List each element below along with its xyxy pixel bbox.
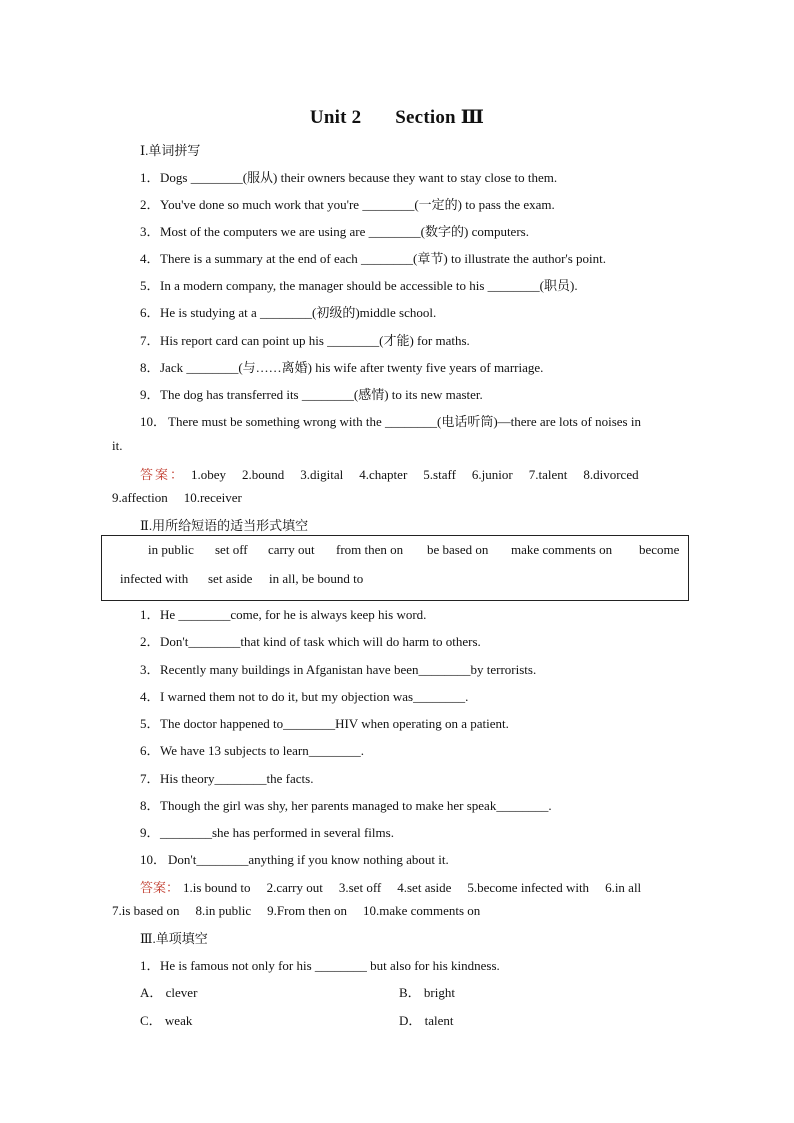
title-unit: Unit 2: [309, 107, 362, 128]
title-section: Section Ⅲ: [395, 107, 485, 128]
part2-heading: Ⅱ.用所给短语的适当形式填空: [140, 518, 309, 533]
part2-item: 6．We have 13 subjects to learn________.: [140, 743, 365, 758]
part2-item: 7．His theory________the facts.: [140, 771, 314, 786]
part1-item: 5．In a modern company, the manager should be accessible to his ________(职员).: [140, 278, 578, 293]
part1-item: 10． There must be something wrong with the ________(电话听筒)—there are lots of noises in: [140, 414, 641, 429]
answer-label: 答案：: [140, 467, 186, 482]
part2-item: 2．Don't________that kind of task which will do harm to others.: [140, 634, 481, 649]
phrase: carry out: [268, 542, 315, 557]
option-c: C． weak: [140, 1013, 193, 1028]
part2-item: 8．Though the girl was shy, her parents managed to make her speak________.: [140, 798, 552, 813]
part2-answers-continued: 7.is based on 8.in public 9.From then on 10.make comments on: [112, 903, 481, 918]
part1-item: 2．You've done so much work that you're ________(一定的) to pass the exam.: [140, 197, 555, 212]
phrase: make comments on: [511, 542, 613, 557]
phrase: in all, be bound to: [269, 571, 364, 586]
part2-item: 5．The doctor happened to________HIV when operating on a patient.: [140, 716, 509, 731]
page-title: [0, 106, 794, 129]
part1-item: 1．Dogs ________(服从) their owners because they want to stay close to them.: [140, 170, 558, 185]
part1-item: 9．The dog has transferred its ________(感情) to its new master.: [140, 387, 483, 402]
part2-item: 9．________she has performed in several films.: [140, 825, 394, 840]
phrase: from then on: [336, 542, 404, 557]
answer-label: 答案：: [140, 880, 180, 895]
phrase: infected with: [120, 571, 189, 586]
option-d: D． talent: [399, 1013, 454, 1028]
part1-item: 4．There is a summary at the end of each ________(章节) to illustrate the author's point.: [140, 251, 607, 266]
part1-answers: 答案： 1.obey 2.bound 3.digital 4.chapter 5.staff 6.junior 7.talent 8.divorced: [140, 467, 639, 482]
part1-item: 6．He is studying at a ________(初级的)middle school.: [140, 305, 437, 320]
part2-item: 1．He ________come, for he is always keep his word.: [140, 607, 427, 622]
part3-question: 1．He is famous not only for his ________ but also for his kindness.: [140, 958, 500, 973]
part2-answers: 答案： 1.is bound to 2.carry out 3.set off 4.set aside 5.become infected with 6.in all: [140, 880, 642, 895]
part3-heading: Ⅲ.单项填空: [140, 931, 208, 946]
part2-item: 10． Don't________anything if you know nothing about it.: [140, 852, 449, 867]
option-b: B． bright: [399, 985, 455, 1000]
part1-item: 3．Most of the computers we are using are ________(数字的) computers.: [140, 224, 529, 239]
phrase: become: [639, 542, 680, 557]
phrase: set aside: [208, 571, 253, 586]
part2-item: 4．I warned them not to do it, but my objection was________.: [140, 689, 469, 704]
part1-item: 7．His report card can point up his ________(才能) for maths.: [140, 333, 470, 348]
part1-item-continuation: it.: [112, 438, 123, 453]
part1-answers-continued: 9.affection 10.receiver: [112, 490, 242, 505]
option-a: A． clever: [140, 985, 198, 1000]
phrase: set off: [215, 542, 248, 557]
part1-item: 8．Jack ________(与……离婚) his wife after twenty five years of marriage.: [140, 360, 544, 375]
phrase: in public: [148, 542, 194, 557]
phrase: be based on: [427, 542, 489, 557]
part2-item: 3．Recently many buildings in Afganistan have been________by terrorists.: [140, 662, 537, 677]
phrase-box: [101, 535, 689, 601]
part1-heading: Ⅰ.单词拼写: [140, 143, 201, 158]
